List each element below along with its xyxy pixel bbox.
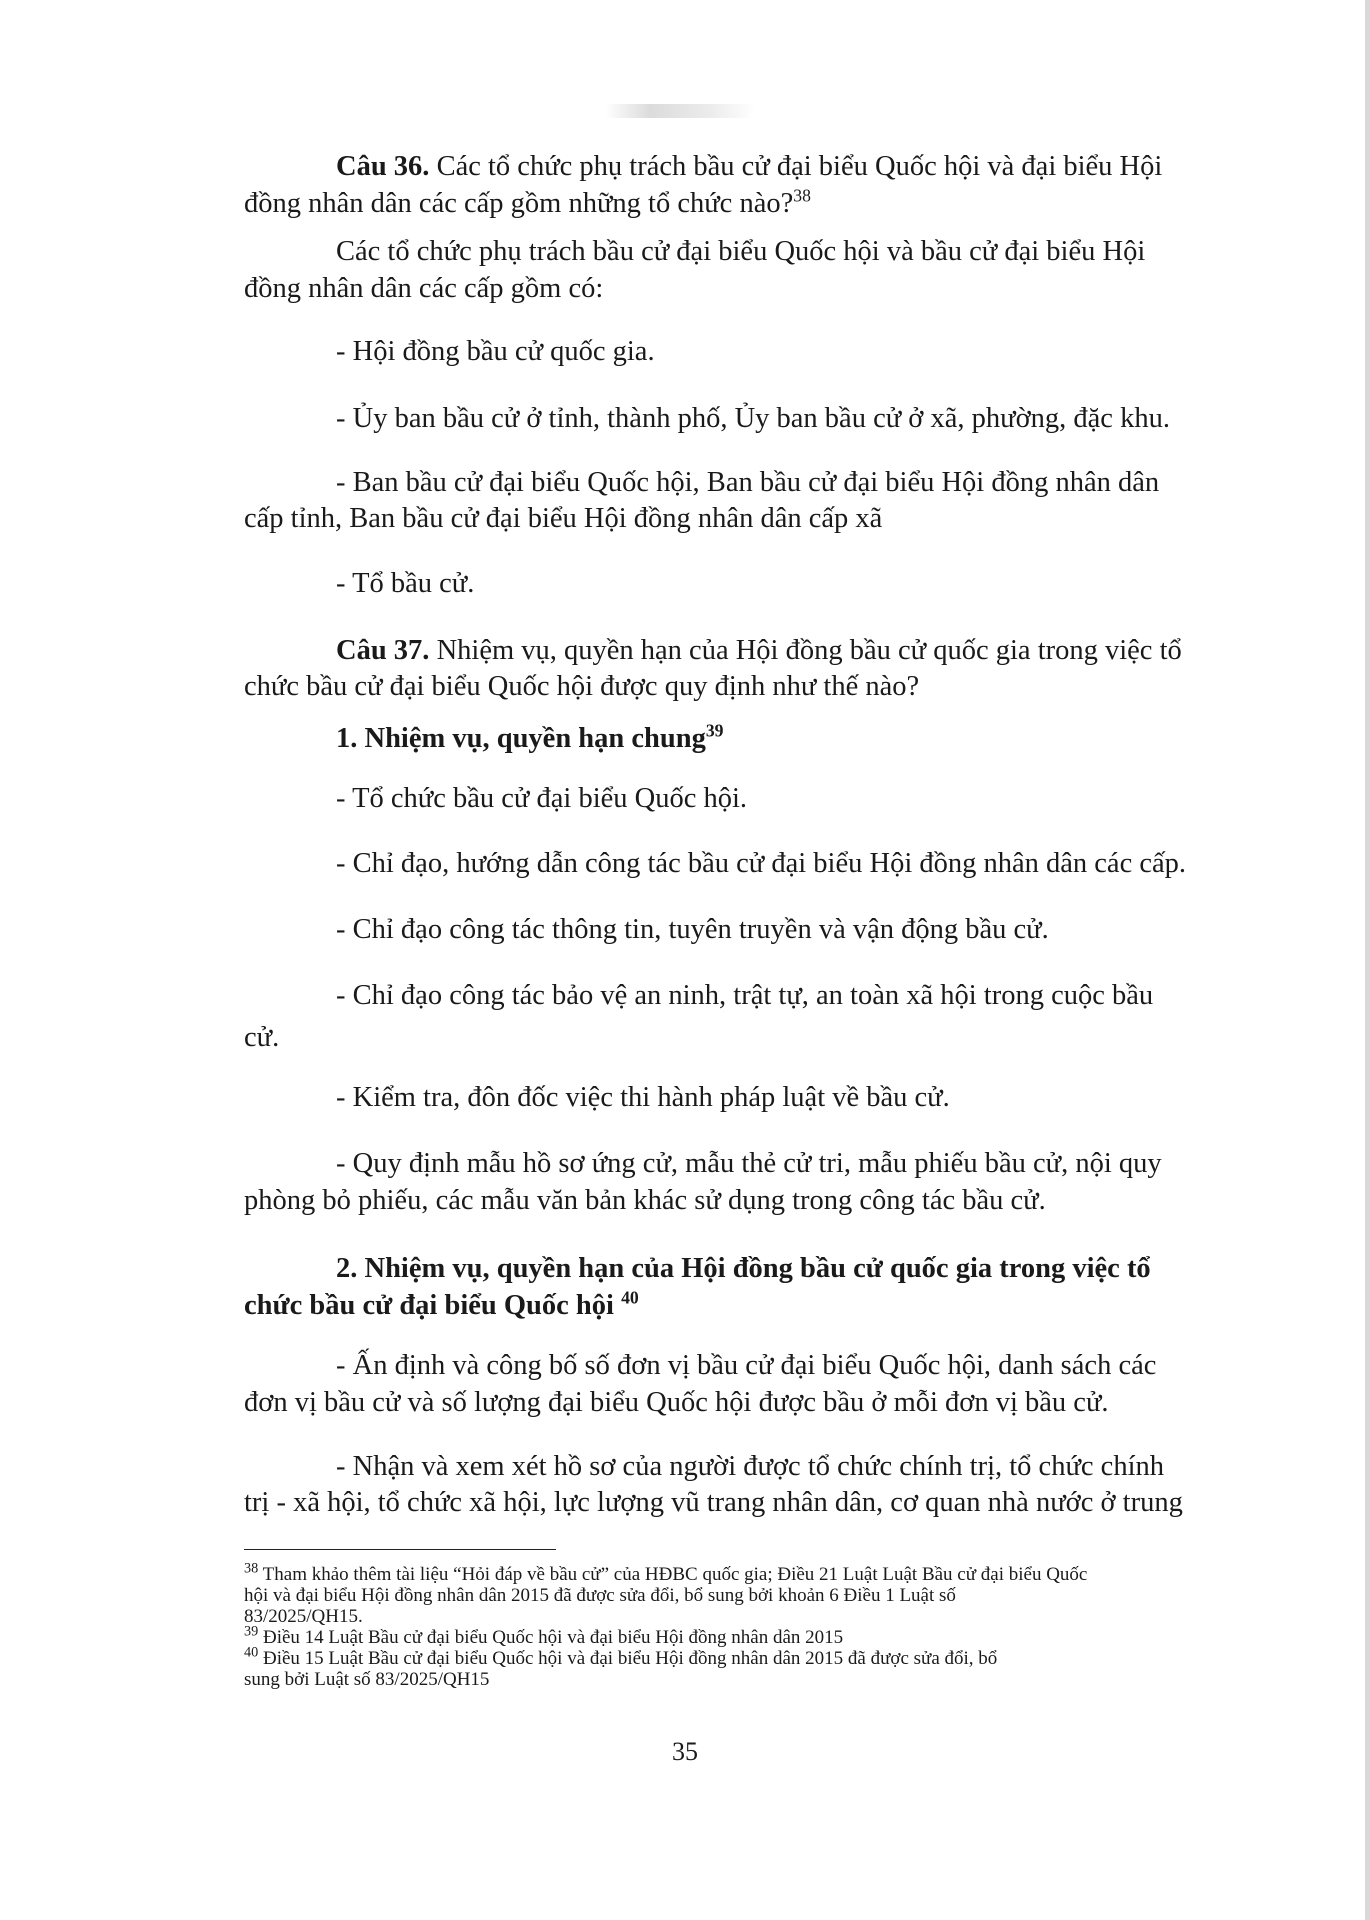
- list-item: - Tổ bầu cử.: [336, 568, 475, 599]
- footnote-40-line-1: $^{40}$ Điều 15 Luật Bầu cử đại biểu Quốc hội và đại biểu Hội đồng nhân dân 2015 đã được sửa đổi, bổ: [244, 1644, 998, 1669]
- scan-artifact: [605, 104, 755, 118]
- list-item: - Kiểm tra, đôn đốc việc thi hành pháp luật về bầu cử.: [336, 1082, 950, 1113]
- section-2-title-line-2: chức bầu cử đại biểu Quốc hội $^{40}$: [244, 1287, 639, 1321]
- list-item: cấp tỉnh, Ban bầu cử đại biểu Hội đồng nhân dân cấp xã: [244, 503, 883, 534]
- page-number: 35: [672, 1737, 698, 1766]
- q36-intro-line-1: Các tổ chức phụ trách bầu cử đại biểu Quốc hội và bầu cử đại biểu Hội: [336, 236, 1146, 267]
- q36-heading: Câu 36.: [336, 151, 430, 182]
- list-item: cử.: [244, 1022, 280, 1053]
- list-item: - Ấn định và công bố số đơn vị bầu cử đại biểu Quốc hội, danh sách các: [336, 1350, 1157, 1381]
- list-item: - Nhận và xem xét hồ sơ của người được tổ chức chính trị, tổ chức chính: [336, 1451, 1164, 1482]
- footnote-38-line-3: 83/2025/QH15.: [244, 1606, 363, 1627]
- list-item: phòng bỏ phiếu, các mẫu văn bản khác sử dụng trong công tác bầu cử.: [244, 1185, 1046, 1216]
- list-item: - Quy định mẫu hồ sơ ứng cử, mẫu thẻ cử tri, mẫu phiếu bầu cử, nội quy: [336, 1148, 1162, 1179]
- footnote-ref-40: 40: [621, 1287, 639, 1308]
- section-1-title: 1. Nhiệm vụ, quyền hạn chung$^{39}$: [336, 720, 724, 754]
- list-item: - Ban bầu cử đại biểu Quốc hội, Ban bầu cử đại biểu Hội đồng nhân dân: [336, 467, 1160, 498]
- list-item: đơn vị bầu cử và số lượng đại biểu Quốc hội được bầu ở mỗi đơn vị bầu cử.: [244, 1387, 1109, 1418]
- q36-line-1: Câu 36. Các tổ chức phụ trách bầu cử đại biểu Quốc hội và đại biểu Hội: [336, 151, 1163, 182]
- list-item: - Ủy ban bầu cử ở tỉnh, thành phố, Ủy ban bầu cử ở xã, phường, đặc khu.: [336, 403, 1170, 434]
- list-item: - Chỉ đạo công tác thông tin, tuyên truyền và vận động bầu cử.: [336, 914, 1049, 945]
- section-2-title-line-1: 2. Nhiệm vụ, quyền hạn của Hội đồng bầu cử quốc gia trong việc tổ: [336, 1253, 1151, 1284]
- list-item: trị - xã hội, tổ chức xã hội, lực lượng vũ trang nhân dân, cơ quan nhà nước ở trung: [244, 1487, 1183, 1518]
- list-item: - Chỉ đạo công tác bảo vệ an ninh, trật tự, an toàn xã hội trong cuộc bầu: [336, 980, 1154, 1011]
- footnote-39: $^{39}$ Điều 14 Luật Bầu cử đại biểu Quốc hội và đại biểu Hội đồng nhân dân 2015: [244, 1623, 844, 1648]
- footnote-38-line-1: $^{38}$ Tham khảo thêm tài liệu “Hỏi đáp về bầu cử” của HĐBC quốc gia; Điều 21 Luật Luật Bầu cử đại biểu Quốc: [244, 1560, 1088, 1585]
- list-item: - Hội đồng bầu cử quốc gia.: [336, 336, 655, 367]
- footnote-ref-39: 39: [705, 720, 724, 741]
- footnote-40-line-2: sung bởi Luật số 83/2025/QH15: [244, 1669, 490, 1690]
- footnote-38-line-2: hội và đại biểu Hội đồng nhân dân 2015 đã được sửa đổi, bổ sung bởi khoản 6 Điều 1 Luật số: [244, 1585, 956, 1606]
- page-edge: [1365, 0, 1370, 1920]
- footnote-ref-38: 38: [793, 185, 811, 206]
- q37-line-1: Câu 37. Nhiệm vụ, quyền hạn của Hội đồng bầu cử quốc gia trong việc tổ: [336, 635, 1182, 666]
- q37-line-2: chức bầu cử đại biểu Quốc hội được quy định như thế nào?: [244, 671, 920, 702]
- q36-intro-line-2: đồng nhân dân các cấp gồm có:: [244, 273, 604, 304]
- list-item: - Tổ chức bầu cử đại biểu Quốc hội.: [336, 783, 748, 814]
- list-item: - Chỉ đạo, hướng dẫn công tác bầu cử đại biểu Hội đồng nhân dân các cấp.: [336, 848, 1187, 879]
- q36-line-2: đồng nhân dân các cấp gồm những tổ chức nào?$^{38}$: [244, 185, 811, 219]
- q37-heading: Câu 37.: [336, 635, 430, 666]
- footnote-separator: [244, 1549, 556, 1550]
